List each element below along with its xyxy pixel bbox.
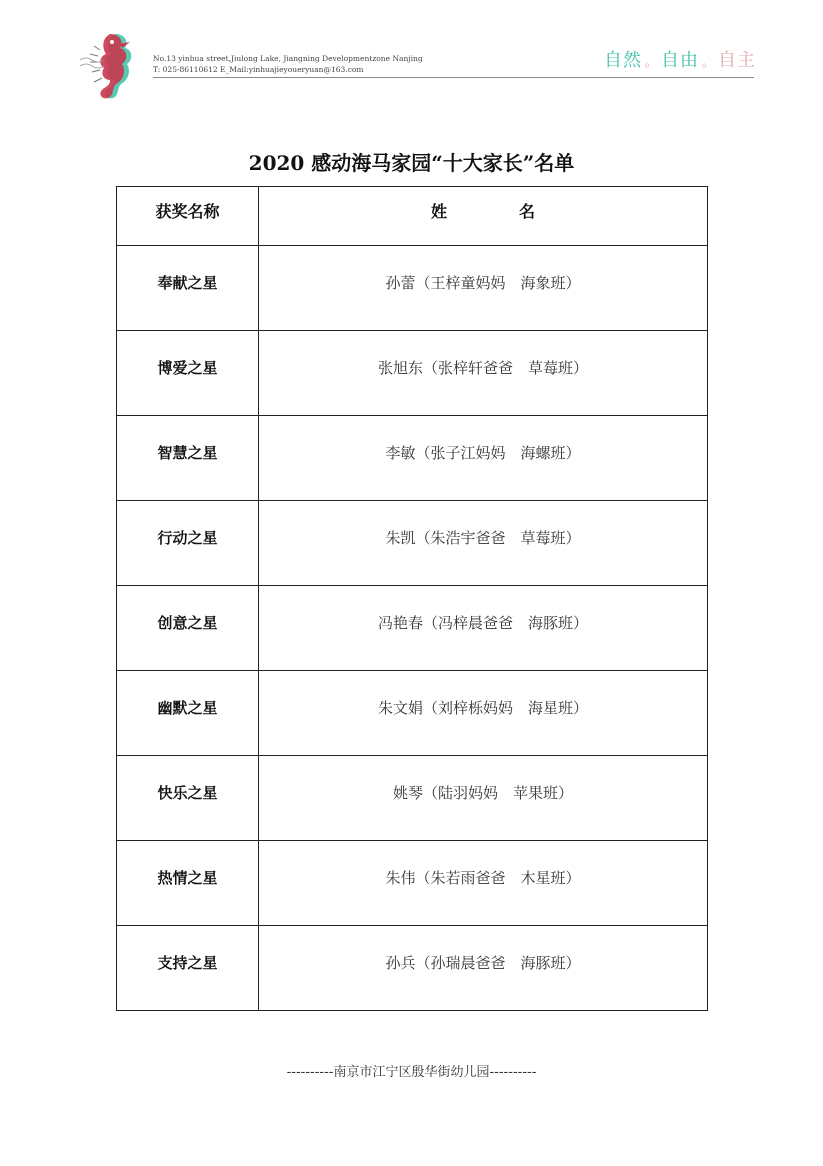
award-name-cell: 支持之星 bbox=[117, 926, 259, 1011]
slogan-word-1: 自然 bbox=[604, 50, 642, 71]
person-cell: 姚琴（陆羽妈妈 苹果班） bbox=[259, 756, 708, 841]
page-footer: ----------南京市江宁区殷华街幼儿园---------- bbox=[286, 1065, 537, 1080]
table-row bbox=[117, 501, 708, 586]
award-name-cell: 博爱之星 bbox=[117, 331, 259, 416]
table-header-row bbox=[117, 187, 708, 246]
header-award: 获奖名称 bbox=[117, 187, 259, 246]
person-cell: 孙蕾（王梓童妈妈 海象班） bbox=[259, 246, 708, 331]
slogan-word-2: 自由 bbox=[661, 50, 700, 71]
table-row bbox=[117, 841, 708, 926]
person-cell: 孙兵（孙瑞晨爸爸 海豚班） bbox=[259, 926, 708, 1011]
contact-info bbox=[153, 53, 423, 75]
header-name: 姓 名 bbox=[259, 187, 708, 246]
table-row bbox=[117, 586, 708, 671]
page-title: 2020 感动海马家园“十大家长”名单 bbox=[248, 151, 575, 175]
person-cell: 李敏（张子江妈妈 海螺班） bbox=[259, 416, 708, 501]
award-name-cell: 智慧之星 bbox=[117, 416, 259, 501]
header-divider bbox=[153, 77, 754, 78]
address-line: No.13 yinhua street,Jiulong Lake, Jiangning Developmentzone Nanjing bbox=[153, 54, 423, 63]
awards-table bbox=[116, 186, 708, 1011]
award-name-cell: 快乐之星 bbox=[117, 756, 259, 841]
person-cell: 张旭东（张梓轩爸爸 草莓班） bbox=[259, 331, 708, 416]
slogan bbox=[604, 46, 756, 72]
award-name-cell: 创意之星 bbox=[117, 586, 259, 671]
phone-email-line: T: 025-86110612 E_Mail:yinhuajieyoueryuan@163.com bbox=[153, 65, 364, 74]
table-row bbox=[117, 416, 708, 501]
slogan-separator: 。 bbox=[702, 55, 716, 69]
slogan-separator: 。 bbox=[645, 55, 659, 69]
table-row bbox=[117, 246, 708, 331]
table-row bbox=[117, 926, 708, 1011]
award-name-cell: 幽默之星 bbox=[117, 671, 259, 756]
table-row bbox=[117, 671, 708, 756]
table-row bbox=[117, 756, 708, 841]
person-cell: 冯艳春（冯梓晨爸爸 海豚班） bbox=[259, 586, 708, 671]
person-cell: 朱文娟（刘梓栎妈妈 海星班） bbox=[259, 671, 708, 756]
award-name-cell: 热情之星 bbox=[117, 841, 259, 926]
seahorse-logo-icon bbox=[78, 30, 140, 102]
slogan-word-3: 自主 bbox=[718, 50, 757, 71]
person-cell: 朱伟（朱若雨爸爸 木星班） bbox=[259, 841, 708, 926]
person-cell: 朱凯（朱浩宇爸爸 草莓班） bbox=[259, 501, 708, 586]
award-name-cell: 行动之星 bbox=[117, 501, 259, 586]
table-row bbox=[117, 331, 708, 416]
page-header bbox=[0, 0, 823, 110]
award-name-cell: 奉献之星 bbox=[117, 246, 259, 331]
